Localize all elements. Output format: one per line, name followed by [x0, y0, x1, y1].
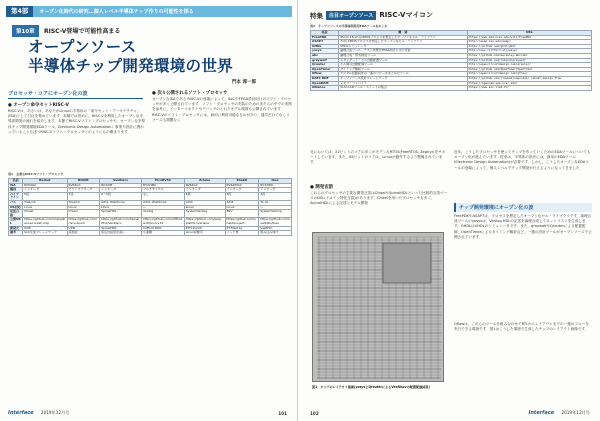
- table-cell: http://www.clifford.at/yosys/: [467, 49, 591, 54]
- table-cell: Chisel: [67, 210, 100, 218]
- table-cell: スタンダード・セル自動配置ツール: [339, 58, 467, 63]
- table-cell: AXI4, Wishbone: [100, 200, 142, 205]
- table-header-cell: URL: [467, 31, 591, 36]
- table-header-cell: Ariane: [184, 179, 225, 184]
- table-cell: Linux: [23, 205, 67, 210]
- table-cell: https://github.com/pulp-platform/ariane: [184, 218, 225, 226]
- table-cell: インオーダ: [100, 188, 142, 193]
- magazine-name-right: Interface: [528, 410, 555, 416]
- right-page: [302, 0, 600, 421]
- table-cell: http://opencircuitdesign.com/qflow/: [467, 72, 591, 77]
- table-cell: Linux: [67, 205, 100, 210]
- table-cell: https://github.com/lowRISC/ibex: [260, 217, 290, 225]
- paragraph-2: オープンなISAである RISC-Vの登場によって，SoCやFPGA設計向けのソフト・プロセッサが多く公開されています．ソフト・プロセッサの実装のためのまたらの中での実例を参考に，インターコネクトやデバッグのとれたモデル環境も公開されています．RISC-Vのソフト・プロセッサには，商用に利用可能なものがあり，通学だけでなくリソースも問題なく: [152, 97, 292, 122]
- table-cell: 小面積: [142, 231, 185, 236]
- table-cell: インオーダ: [225, 188, 259, 193]
- table-eda-tools: [310, 30, 592, 91]
- figure1-caption: 図1 チップのレイアウト画像(yosysとQrouterによるVexRiscvの配置配線結果): [312, 385, 430, 389]
- magazine-name: Interface: [8, 410, 34, 416]
- table-cell: インオーダ: [23, 188, 67, 193]
- table-cell: インオーダ: [184, 188, 225, 193]
- table-cell: https://gitlab.com/shaktiproject: [225, 218, 259, 226]
- table-cell: Linux: [225, 205, 259, 210]
- table-row-label: Qflow: [311, 72, 339, 77]
- issue-date: 2019年12月号: [40, 410, 70, 415]
- table-cell: BSV: [225, 210, 259, 218]
- chapter-label: 第4部: [6, 6, 33, 17]
- chip-layout-image: [313, 233, 444, 382]
- table-row: [9, 218, 292, 226]
- table-cell: SpinalHDL: [100, 210, 142, 218]
- table-cell: RV32IM: [100, 183, 142, 188]
- heading-soft-processors: ● 次々公開されるソフト・プロセッサ: [152, 91, 228, 96]
- table-row-label: DATC RDF: [311, 76, 339, 81]
- feature-header: [310, 10, 433, 20]
- table-header-cell: BOOM: [67, 179, 100, 184]
- table-cell: https://www-soc.lip6.fr/: [467, 86, 591, 91]
- table-row: [311, 86, 592, 91]
- table-cell: 45nm,15nmのCMOSプロセスを想定したオープンなセル・ライブラリ: [339, 35, 467, 40]
- table-cell: TileLink: [23, 200, 67, 205]
- table-cell: IIT Madras: [225, 226, 259, 231]
- table-cell: 5段: [225, 192, 259, 200]
- author: 門本 淳一郎: [232, 80, 257, 85]
- table-cell: 2段: [259, 192, 292, 200]
- section-number: 第10章: [12, 25, 39, 37]
- table-cell: AXI4, Wishbone: [142, 200, 185, 205]
- heading-chip-env-open: チップ開発環境にオープン化の波: [454, 203, 592, 212]
- table-row-label: yosys: [311, 49, 339, 54]
- table-row-label: 開発元: [9, 226, 23, 231]
- table-cell: VHDLシミュレータ: [339, 44, 467, 49]
- table-cell: TL-UL: [259, 200, 292, 205]
- table-row-label: パイプライン: [9, 192, 23, 200]
- table-cell: TileLink: [67, 200, 100, 205]
- paragraph-r5: Qflowは，これらのツールを組み合わせてRTLからレイアウトまでの一連のフローを実行できる環境です．図1はこうした環境で生成したチップのレイアウト画像です．: [454, 322, 589, 332]
- table-cell: タイミング解析ツール: [339, 67, 467, 72]
- heading-dev-language: ● 開発言語: [310, 185, 333, 190]
- table-cell: RV64GC: [23, 183, 67, 188]
- paragraph-r2: これらのプロセッサの主要な開発言語はChiselやSpinalHDLといった比較的言語ベースのDSL(ドメイン特化言語)があります．Chiselを用いたプロセッサも多く，SpinalHDLによる記述とモデル開発: [310, 191, 448, 206]
- table-cell: Linux起動可: [184, 231, 225, 236]
- table-header-cell: 名前: [311, 31, 339, 36]
- table-cell: https://github.com/SpinalHDL/VexRiscv: [100, 218, 142, 226]
- table-cell: https://github.com/OpenTimer/OpenTimer: [467, 67, 591, 72]
- table-cell: lowRISC: [259, 226, 292, 231]
- layout-macro-block: [383, 243, 431, 283]
- feature-label: 特集: [310, 11, 323, 20]
- table-cell: https://openram.soe.ucsc.edu/: [467, 81, 591, 86]
- table-cell: https://www.eda.ncsu.edu/wiki/FreePDK: [467, 35, 591, 40]
- table-cell: RV32IMC: [259, 183, 292, 188]
- table-row-label: 備考: [9, 231, 23, 236]
- table-cell: Verilog: [142, 210, 185, 218]
- table-row-label: graywolf: [311, 58, 339, 63]
- table-cell: インオーダ: [259, 188, 292, 193]
- title-line-1: オープンソース: [28, 38, 137, 56]
- table-cell: https://github.com/rubund/graywolf: [467, 58, 591, 63]
- table-row-label: ISA: [9, 183, 23, 188]
- table-risc-v-soft-processors: [8, 178, 292, 236]
- table-cell: RV64IMAC: [225, 183, 259, 188]
- table-cell: セル間の自動配線ツール: [339, 63, 467, 68]
- table-row-label: OS対応: [10, 204, 21, 209]
- footer-right: [529, 410, 590, 416]
- table-cell: 高性能: [67, 231, 100, 236]
- table-cell: RV32IMC: [142, 183, 185, 188]
- table-header-cell: VexRiscv: [100, 179, 142, 184]
- chip-layout-figure: [312, 232, 444, 382]
- feature-badge: 注目オープンソース: [326, 11, 376, 20]
- paragraph-r3: 近年，こうしたプロセッサを使ってチップを作っていくためのEDAツールについてもオープン化が進んでいます．従来は，半導体の設計には，商用のEDAツール(Electronic Design Automation)が必要です．しかし，こうしたオープンなEDAツールの登場によって，個人レベルでチップ開発が行えるようになってきました．: [454, 150, 591, 170]
- table-row-label: 公開URL: [10, 217, 21, 225]
- table-cell: メモリ・コンパイラ: [339, 81, 467, 86]
- table-cell: SoC生成フレームワーク: [23, 231, 67, 236]
- table-cell: ETH Zurich: [184, 226, 225, 231]
- table-cell: 7段: [67, 192, 100, 200]
- table-header-cell: 概 要: [339, 31, 467, 36]
- table-cell: アウトオブオーダ: [67, 188, 100, 193]
- table-cell: ―: [142, 205, 185, 210]
- table-row-label: FreePDK: [311, 35, 339, 40]
- table-header-cell: Rocket: [23, 179, 67, 184]
- table-cell: Clifford Wolf: [142, 226, 185, 231]
- section-subtitle: RISC-V登場で可能性高まる: [44, 28, 121, 35]
- table-row-label: abc: [311, 53, 339, 58]
- table-cell: RV64GC: [184, 183, 225, 188]
- table-cell: なし: [142, 192, 185, 200]
- table-cell: AXI4: [225, 200, 259, 205]
- chapter-header-bar: [6, 6, 292, 17]
- table-cell: UCB: [67, 226, 100, 231]
- table-cell: 組み込み向け: [259, 231, 292, 236]
- table2-caption: 表2 オープンソースの半導体開発用EDAツールあれこれ: [310, 24, 388, 28]
- table-header-cell: PicoRV32: [142, 179, 185, 184]
- paragraph-r4: FreePDKやASAP7は，プロセスを想定したオープンなセル・ライブラリです．論理合成ツールのyosysは，Verilog HDLの記述を論理合成してネットリストを生成します．GHDLはVHDLのシミュレータです．また，graywolfやQrouterによる配置配線，OpenTimerによるタイミング解析など，一連の設計ツールがオープンソースで公開されています．: [454, 214, 592, 239]
- table-row-label: バス: [9, 200, 23, 205]
- table1-caption: 表1 主要なRISC-Vソフト・プロセッサ: [8, 172, 64, 176]
- table-cell: http://opencircuitdesign.com/qrouter/: [467, 63, 591, 68]
- table-row-label: OpenRAM: [311, 81, 339, 86]
- table-cell: SpinalHDL: [100, 226, 142, 231]
- table-cell: マルチサイクル: [142, 188, 185, 193]
- title-line-2: 半導体チップ開発環境の世界: [28, 57, 233, 75]
- left-page: [0, 0, 298, 421]
- table-cell: https://github.com/chipsalliance/rocket-chip: [24, 217, 66, 225]
- table-cell: https://github.com/cliffordwolf/picorv32: [142, 218, 185, 226]
- table-cell: RV64GC: [67, 183, 100, 188]
- table-cell: 論理合成ツール．テスト結果をFPGA向けに出力可能: [339, 49, 467, 54]
- table-cell: Linux: [100, 205, 142, 210]
- table-row-label: 記述言語: [9, 210, 23, 218]
- article-title: [28, 38, 233, 76]
- paragraph-r1: 分においては，22ビットのコアの多くがモデンなRTOS(FreeRTOS, Zephyr)をサポートしています．また，64ビットのコアは，Linuxが動作するよう整備されています．: [310, 150, 446, 165]
- table-cell: AXI4: [184, 200, 225, 205]
- table-row-label: ASAP7: [311, 40, 339, 45]
- table-row-label: Alliance: [311, 86, 339, 91]
- issue-date-right: 2019年12月号: [561, 410, 590, 415]
- table-row-label: OpenTimer: [311, 67, 339, 72]
- table-cell: http://asap.asu.edu/asap/: [467, 40, 591, 45]
- table-cell: デジタル回路設計の一連のフローをまとめたツール: [339, 72, 467, 77]
- table-header-cell: 名前: [9, 179, 23, 184]
- table-cell: ―: [259, 205, 292, 210]
- table-cell: 5段: [23, 192, 67, 200]
- table-cell: 2〜5段: [100, 192, 142, 200]
- table-cell: https://github.com/riscv-boom: [67, 218, 100, 226]
- table-cell: https://github.com/ghdl/ghdl: [467, 44, 591, 49]
- paragraph-1: RISC-Vは，あるいは，あなたがLinuxの半導体の「命令セット・アーキテクチャ」(ISA)として日目を集めています．本稿では初めに，RISC-Vを利用したオープンな半導体開発の流れを紹介します．本節でRISC-Vソフト・プロセッサや，オープンな半導体チップ開発環境EDAツール，Electronic Design Automation）事業や設計に携わっていることも述べRISC-Vソフト・プロセッサとのようにもの概まります．: [8, 109, 145, 134]
- table-cell: SystemVerilog: [184, 210, 225, 218]
- table-cell: 設定自由度が高い: [100, 231, 142, 236]
- table-cell: https://github.com/berkeley-abc/abc: [467, 53, 591, 58]
- table-row-label: 種別: [9, 188, 23, 193]
- table-header-cell: Shakti: [225, 179, 259, 184]
- page-number-right: 102: [310, 411, 319, 416]
- table-cell: VLSI CADツール・スイートの集合: [339, 86, 467, 91]
- heading-risc-v-isa: ● オープン命令セットRISC-V: [8, 103, 69, 108]
- feature-topic: RISC-Vマイコン: [379, 11, 434, 19]
- table-row-label: GHDL: [311, 44, 339, 49]
- footer-left: [8, 410, 69, 416]
- table-header-cell: Ibex: [259, 179, 292, 184]
- table-row-label: Qrouter: [311, 63, 339, 68]
- table-cell: 7nm CMOSプロセスを想定したオープンなセル・ライブラリ: [339, 40, 467, 45]
- chapter-title: オープン化時代の研究…個人レベル半導体チップ作りの可能性を探る: [39, 9, 194, 15]
- table-cell: https://github.com/jinwookjungs/datc_robust_design_flow: [467, 76, 591, 81]
- table-cell: Chisel: [23, 210, 67, 218]
- table-cell: インド発: [225, 231, 259, 236]
- table-cell: UCB: [23, 226, 67, 231]
- heading-processor-open: プロセッサ・コアにオープン化の波: [8, 90, 143, 99]
- table-cell: オープンソース設計フレームワーク: [339, 76, 467, 81]
- table-cell: 論理合成・形式検証ツール: [339, 53, 467, 58]
- page-number-left: 101: [278, 411, 287, 416]
- table-cell: SystemVerilog: [259, 210, 292, 218]
- table-cell: Linux: [184, 205, 225, 210]
- table-row: [9, 231, 292, 236]
- table-cell: 6段: [184, 192, 225, 200]
